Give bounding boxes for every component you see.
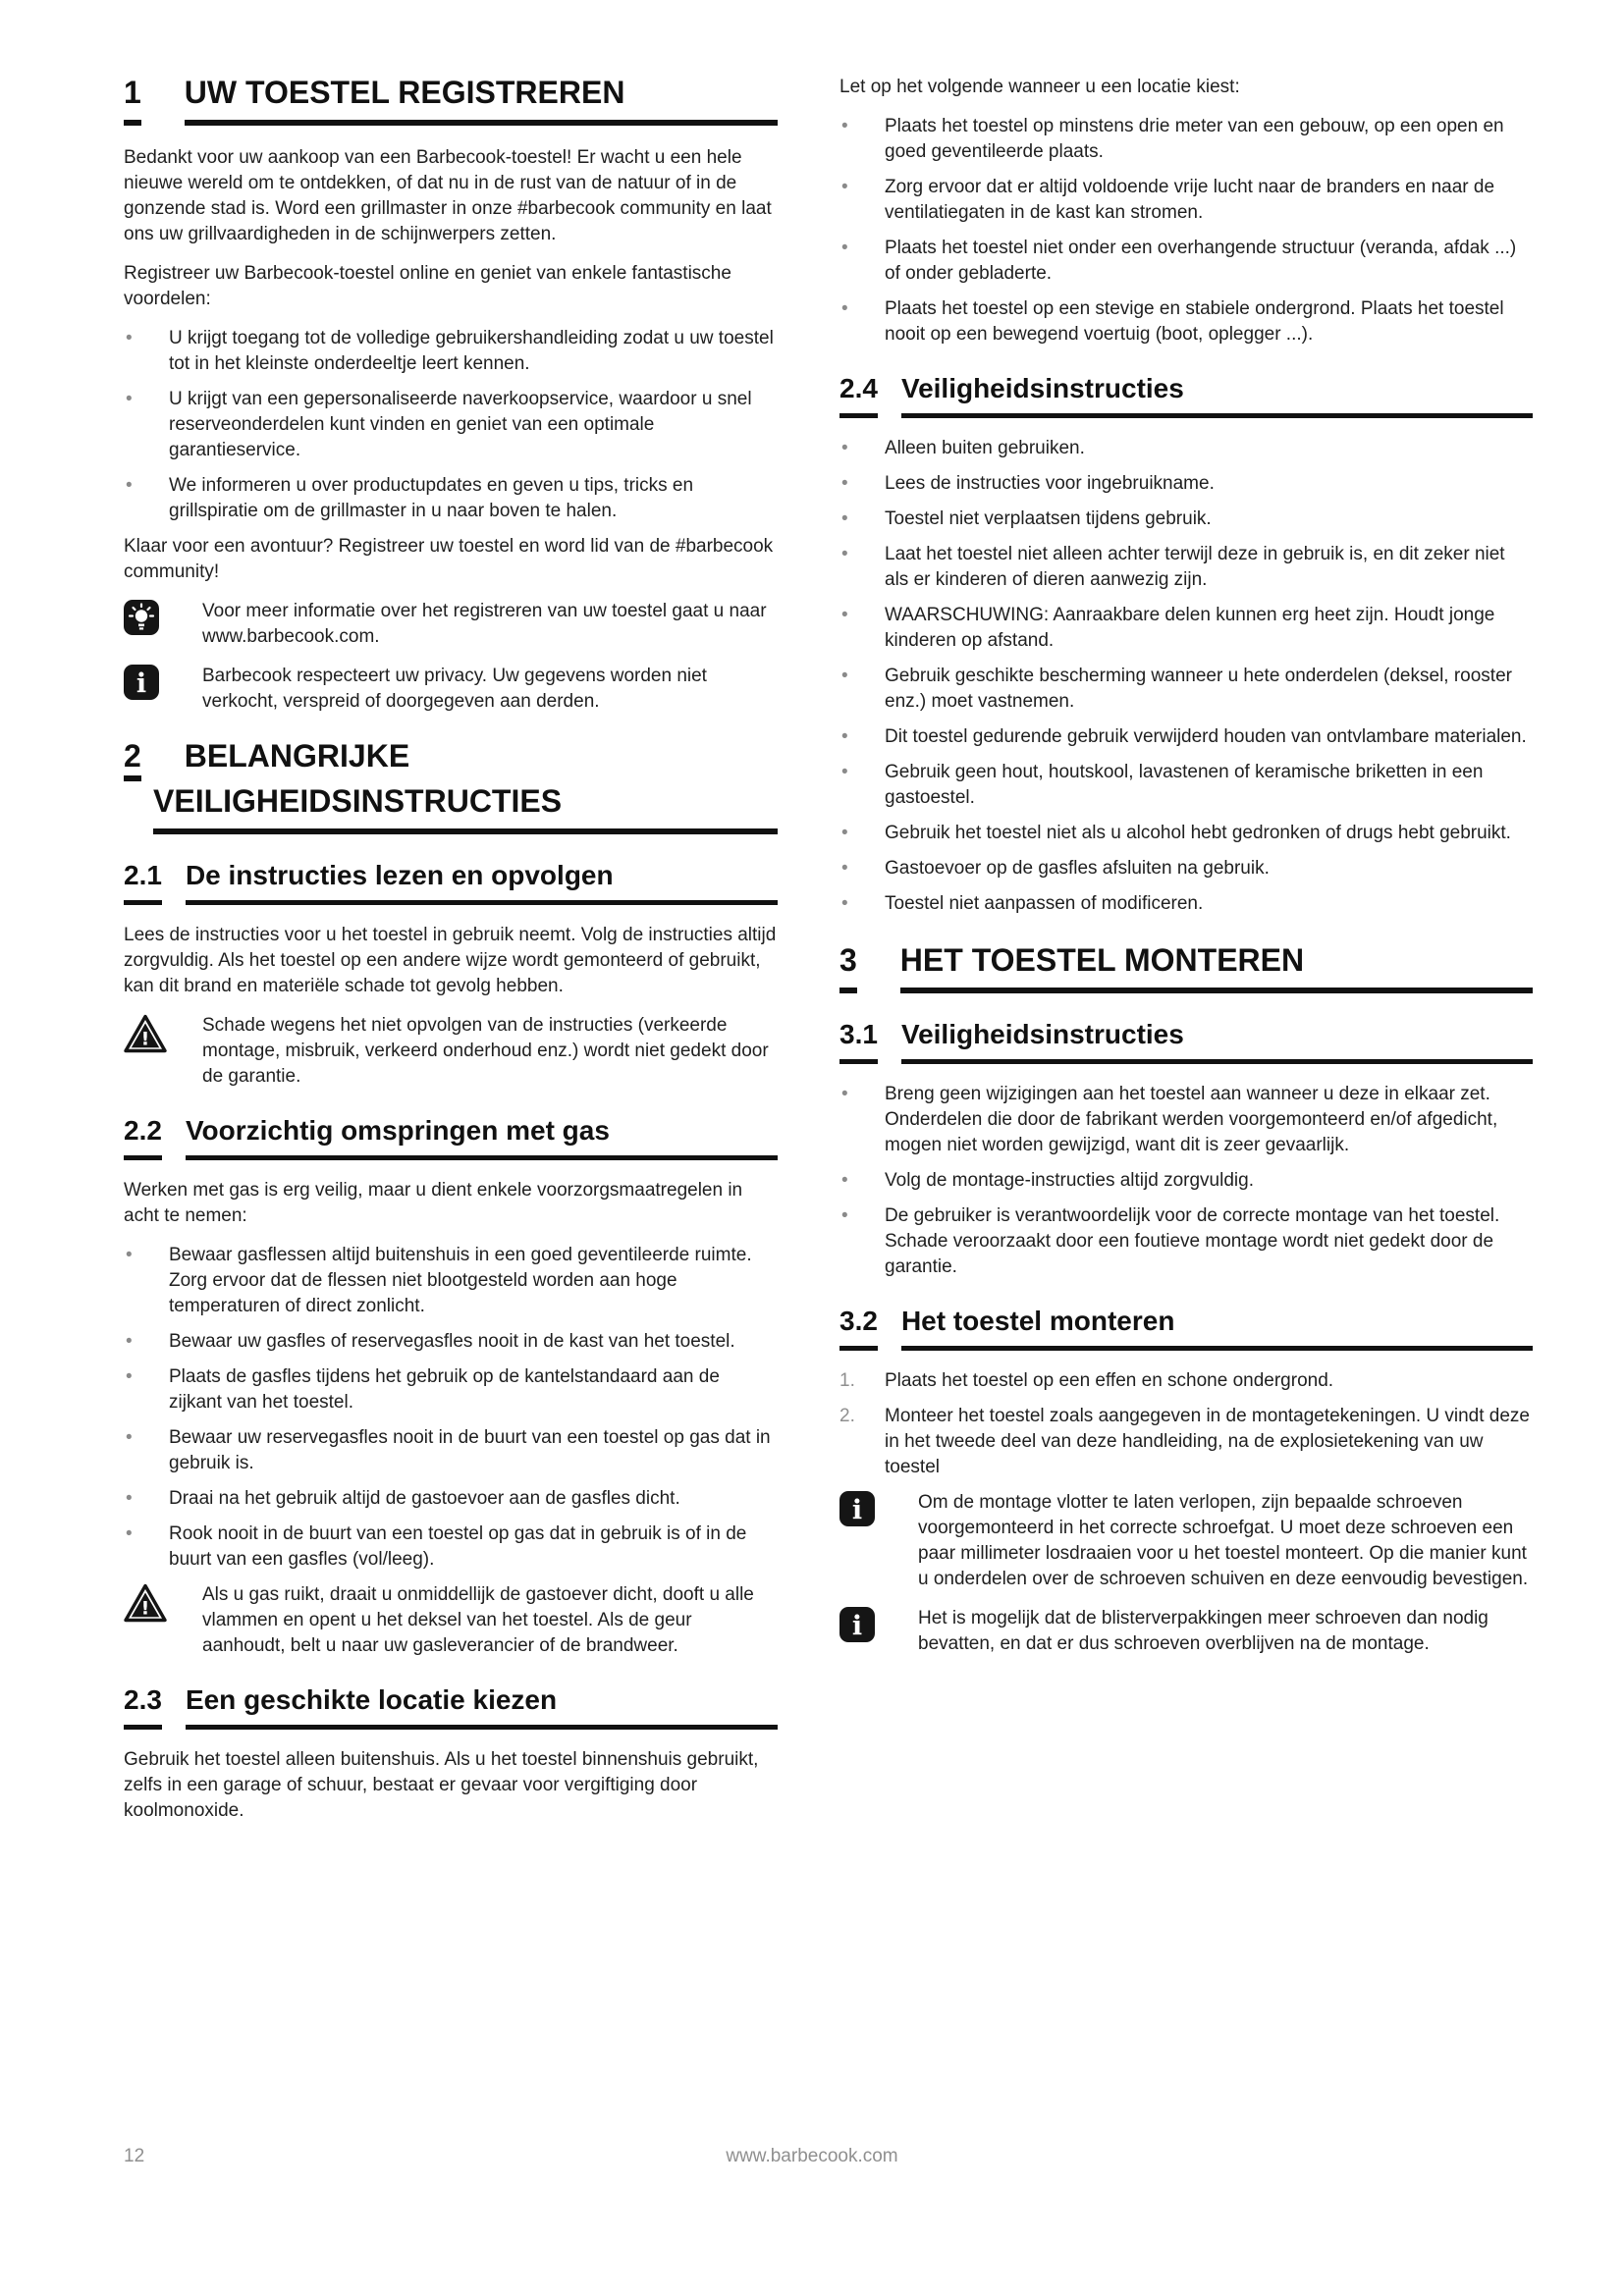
section-3-1-heading [839, 1017, 1533, 1064]
paragraph-register: Registreer uw Barbecook-toestel online en geniet van enkele fantastische voordelen: [124, 263, 731, 309]
bullet-marker: • [126, 1427, 133, 1448]
heading-number: 2.3 [124, 1682, 162, 1730]
step-text: Monteer het toestel zoals aangegeven in de montagetekeningen. U vindt deze in het tweede deel van deze handleiding, na de explosietekening van uw toestel [885, 1406, 1531, 1477]
list-item [839, 603, 1533, 654]
list-item-text: Laat het toestel niet alleen achter terwijl deze in gebruik is, en dit zeker niet als er kinderen of dieren aanwezig zijn. [885, 544, 1505, 590]
list-item [839, 296, 1533, 347]
list-item [839, 1203, 1533, 1280]
svg-text:i: i [135, 668, 147, 699]
warning-note [124, 1582, 778, 1659]
list-item-text: U krijgt van een gepersonaliseerde naverkoopservice, waardoor u snel reserveonderdelen kunt vinden en geniet van een optimale garantieservice. [169, 389, 752, 460]
bullet-marker: • [126, 1366, 133, 1387]
list-item-text: Bewaar uw reservegasfles nooit in de buurt van een toestel op gas dat in gebruik is. [169, 1427, 771, 1473]
section-2-heading-line2: VEILIGHEIDSINSTRUCTIES [153, 781, 778, 834]
list-item [839, 471, 1533, 497]
list-item [839, 1082, 1533, 1158]
blister-note [839, 1606, 1533, 1657]
list-item-text: Draai na het gebruik altijd de gastoevoer aan de gasfles dicht. [169, 1488, 680, 1509]
list-item-text: Gastoevoer op de gasfles afsluiten na gebruik. [885, 858, 1270, 879]
list-item [124, 1364, 778, 1415]
tip-note [124, 599, 778, 650]
privacy-note [124, 664, 778, 715]
list-item-text: Toestel niet verplaatsen tijdens gebruik. [885, 508, 1212, 529]
bullet-marker: • [126, 1331, 133, 1352]
list-item [839, 175, 1533, 226]
benefits-list [124, 326, 778, 524]
heading-title: Veiligheidsinstructies [901, 371, 1533, 418]
step-number: 2. [839, 1406, 855, 1426]
list-item [839, 542, 1533, 593]
list-item-text: Plaats het toestel op een stevige en stabiele ondergrond. Plaats het toestel nooit op een bewegend voertuig (boot, oplegger ...). [885, 298, 1504, 345]
section-3-2-heading [839, 1304, 1533, 1351]
section-2-1-heading [124, 858, 778, 905]
bullet-marker: • [841, 473, 848, 494]
list-item [124, 1486, 778, 1512]
list-item [124, 1329, 778, 1355]
list-item [124, 1522, 778, 1573]
step-item [839, 1368, 1533, 1394]
list-item-text: Plaats het toestel niet onder een overhangende structuur (veranda, afdak ...) of onder gebladerte. [885, 238, 1517, 284]
list-item [839, 821, 1533, 846]
bullet-marker: • [841, 508, 848, 529]
heading-title: Een geschikte locatie kiezen [186, 1682, 778, 1730]
heading-number: 1 [124, 73, 141, 126]
svg-text:!: ! [140, 1028, 150, 1050]
list-item-text: Dit toestel gedurende gebruik verwijderd houden van ontvlambare materialen. [885, 726, 1527, 747]
screws-note-text: Om de montage vlotter te laten verlopen, zijn bepaalde schroeven voorgemonteerd in het correcte schroefgat. U moet deze schroeven een paar millimeter losdraaien voor u het toestel monteert. Op die manier kunt u onderdelen over de schroeven schuiven en deze eenvoudig bevestigen. [918, 1492, 1529, 1589]
warning-icon [124, 1583, 167, 1630]
list-item-text: Alleen buiten gebruiken. [885, 438, 1085, 458]
section-3-heading [839, 940, 1533, 993]
svg-text:i: i [851, 1611, 863, 1641]
step-text: Plaats het toestel op een effen en schone ondergrond. [885, 1370, 1334, 1391]
list-item [124, 387, 778, 463]
step-number: 1. [839, 1370, 855, 1391]
list-item [124, 1243, 778, 1319]
bullet-marker: • [841, 298, 848, 319]
bullet-marker: • [841, 858, 848, 879]
gas-safety-list [124, 1243, 778, 1573]
paragraph-gas-intro: Werken met gas is erg veilig, maar u dient enkele voorzorgsmaatregelen in acht te nemen: [124, 1180, 743, 1226]
list-item [839, 856, 1533, 881]
bullet-marker: • [841, 666, 848, 686]
bullet-marker: • [841, 605, 848, 625]
list-item-text: Toestel niet aanpassen of modificeren. [885, 893, 1204, 914]
heading-number: 3.2 [839, 1304, 878, 1351]
heading-title: UW TOESTEL REGISTREREN [185, 73, 778, 126]
heading-number: 2.2 [124, 1113, 162, 1160]
warning-note [124, 1013, 778, 1090]
list-item-text: Plaats het toestel op minstens drie meter van een gebouw, op een open en goed geventileerde plaats. [885, 116, 1504, 162]
list-item-text: WAARSCHUWING: Aanraakbare delen kunnen erg heet zijn. Houdt jonge kinderen op afstand. [885, 605, 1495, 651]
lightbulb-icon [124, 600, 159, 643]
info-icon [839, 1607, 875, 1650]
list-item [839, 891, 1533, 917]
warning-note-text: Als u gas ruikt, draait u onmiddellijk de gastoever dicht, dooft u alle vlammen en opent u het deksel van het toestel. Als de geur aanhoudt, belt u naar uw gasleverancier of de brandweer. [202, 1584, 754, 1656]
heading-title: De instructies lezen en opvolgen [186, 858, 778, 905]
bullet-marker: • [841, 544, 848, 564]
section-2-3-heading [124, 1682, 778, 1730]
list-item-text: Zorg ervoor dat er altijd voldoende vrije lucht naar de branders en naar de ventilatiegaten in de kast kan stromen. [885, 177, 1495, 223]
bullet-marker: • [126, 389, 133, 409]
bullet-marker: • [126, 1245, 133, 1265]
bullet-marker: • [126, 1488, 133, 1509]
list-item [839, 236, 1533, 287]
bullet-marker: • [841, 438, 848, 458]
bullet-marker: • [841, 726, 848, 747]
heading-number: 3 [839, 940, 857, 993]
heading-title: BELANGRIJKE [184, 738, 410, 774]
list-item-text: Lees de instructies voor ingebruikname. [885, 473, 1215, 494]
heading-number: 2 [124, 736, 141, 781]
heading-title: Voorzichtig omspringen met gas [186, 1113, 778, 1160]
paragraph-intro: Bedankt voor uw aankoop van een Barbecook-toestel! Er wacht u een hele nieuwe wereld om te ontdekken, of dat nu in de rust van de natuur of in de gonzende stad is. Word een grillmaster in onze #barbecook community en laat ons uw grillvaardigheden in de schijnwerpers zetten. [124, 147, 772, 244]
bullet-marker: • [841, 1084, 848, 1104]
list-item-text: U krijgt toegang tot de volledige gebruikershandleiding zodat u uw toestel tot in het kleinste onderdeeltje leert kennen. [169, 328, 774, 374]
section-2-heading-line1 [124, 736, 778, 781]
bullet-marker: • [841, 1170, 848, 1191]
warning-icon [124, 1014, 167, 1061]
heading-number: 3.1 [839, 1017, 878, 1064]
list-item [839, 760, 1533, 811]
bullet-marker: • [126, 475, 133, 496]
section-2-4-heading [839, 371, 1533, 418]
step-item [839, 1404, 1533, 1480]
blister-note-text: Het is mogelijk dat de blisterverpakkingen meer schroeven dan nodig bevatten, en dat er dus schroeven overblijven na de montage. [918, 1608, 1489, 1654]
info-icon [839, 1491, 875, 1534]
heading-number: 2.1 [124, 858, 162, 905]
list-item-text: Gebruik het toestel niet als u alcohol hebt gedronken of drugs hebt gebruikt. [885, 823, 1511, 843]
location-list [839, 114, 1533, 347]
footer-url: www.barbecook.com [726, 2146, 898, 2166]
list-item-text: Gebruik geschikte bescherming wanneer u hete onderdelen (deksel, rooster enz.) moet vastnemen. [885, 666, 1512, 712]
bullet-marker: • [841, 177, 848, 197]
bullet-marker: • [841, 116, 848, 136]
heading-title: HET TOESTEL MONTEREN [900, 940, 1533, 993]
bullet-marker: • [126, 1523, 133, 1544]
section-2-heading [124, 736, 778, 834]
list-item-text: Plaats de gasfles tijdens het gebruik op de kantelstandaard aan de zijkant van het toestel. [169, 1366, 720, 1413]
safety-list [839, 436, 1533, 917]
paragraph-location-intro: Let op het volgende wanneer u een locatie kiest: [839, 77, 1240, 97]
paragraph-outdoor-use: Gebruik het toestel alleen buitenshuis. Als u het toestel binnenshuis gebruikt, zelfs in een garage of schuur, bestaat er gevaar voor vergiftiging door koolmonoxide. [124, 1749, 759, 1821]
tip-note-text: Voor meer informatie over het registreren van uw toestel gaat u naar www.barbecook.com. [202, 601, 767, 647]
list-item [839, 1168, 1533, 1194]
info-icon [124, 665, 159, 708]
list-item-text: De gebruiker is verantwoordelijk voor de correcte montage van het toestel. Schade veroorzaakt door een foutieve montage wordt niet gedekt door de garantie. [885, 1205, 1500, 1277]
list-item [839, 436, 1533, 461]
section-1-heading [124, 73, 778, 126]
bullet-marker: • [841, 823, 848, 843]
bullet-marker: • [841, 762, 848, 782]
list-item [124, 1425, 778, 1476]
list-item-text: We informeren u over productupdates en geven u tips, tricks en grillspiratie om de grillmaster in u naar boven te halen. [169, 475, 694, 521]
svg-text:!: ! [140, 1597, 150, 1620]
heading-number: 2.4 [839, 371, 878, 418]
screws-note [839, 1490, 1533, 1592]
bullet-marker: • [841, 1205, 848, 1226]
list-item [839, 114, 1533, 165]
page-number: 12 [124, 2146, 145, 2166]
heading-title: Veiligheidsinstructies [901, 1017, 1533, 1064]
left-column [124, 63, 778, 1838]
list-item [839, 507, 1533, 532]
assembly-safety-list [839, 1082, 1533, 1280]
right-column [839, 63, 1533, 1671]
bullet-marker: • [841, 238, 848, 258]
list-item [124, 473, 778, 524]
list-item [124, 326, 778, 377]
list-item-text: Rook nooit in de buurt van een toestel op gas dat in gebruik is of in de buurt van een gasfles (vol/leeg). [169, 1523, 747, 1570]
paragraph-read-instructions: Lees de instructies voor u het toestel in gebruik neemt. Volg de instructies altijd zorgvuldig. Als het toestel op een andere wijze wordt gemonteerd of gebruikt, kan dit brand en materiële schade tot gevolg hebben. [124, 925, 777, 996]
paragraph-adventure: Klaar voor een avontuur? Registreer uw toestel en word lid van de #barbecook community! [124, 536, 774, 582]
list-item-text: Breng geen wijzigingen aan het toestel aan wanneer u deze in elkaar zet. Onderdelen die door de fabrikant werden voorgemonteerd en/of afgedicht, mogen niet worden gewijzigd, want dit is zeer gevaarlijk. [885, 1084, 1498, 1155]
list-item-text: Bewaar gasflessen altijd buitenshuis in een goed geventileerde ruimte. Zorg ervoor dat de flessen niet blootgesteld worden aan hoge temperaturen of direct zonlicht. [169, 1245, 752, 1316]
privacy-note-text: Barbecook respecteert uw privacy. Uw gegevens worden niet verkocht, verspreid of doorgegeven aan derden. [202, 666, 707, 712]
list-item [839, 664, 1533, 715]
svg-text:i: i [851, 1495, 863, 1525]
list-item-text: Volg de montage-instructies altijd zorgvuldig. [885, 1170, 1254, 1191]
warning-note-text: Schade wegens het niet opvolgen van de instructies (verkeerde montage, misbruik, verkeerd onderhoud enz.) wordt niet gedekt door de garantie. [202, 1015, 769, 1087]
assembly-steps [839, 1368, 1533, 1480]
section-2-2-heading [124, 1113, 778, 1160]
bullet-marker: • [126, 328, 133, 348]
bullet-marker: • [841, 893, 848, 914]
list-item-text: Gebruik geen hout, houtskool, lavastenen of keramische briketten in een gastoestel. [885, 762, 1484, 808]
list-item-text: Bewaar uw gasfles of reservegasfles nooit in de kast van het toestel. [169, 1331, 735, 1352]
list-item [839, 724, 1533, 750]
heading-gap [141, 736, 185, 781]
heading-title: Het toestel monteren [901, 1304, 1533, 1351]
